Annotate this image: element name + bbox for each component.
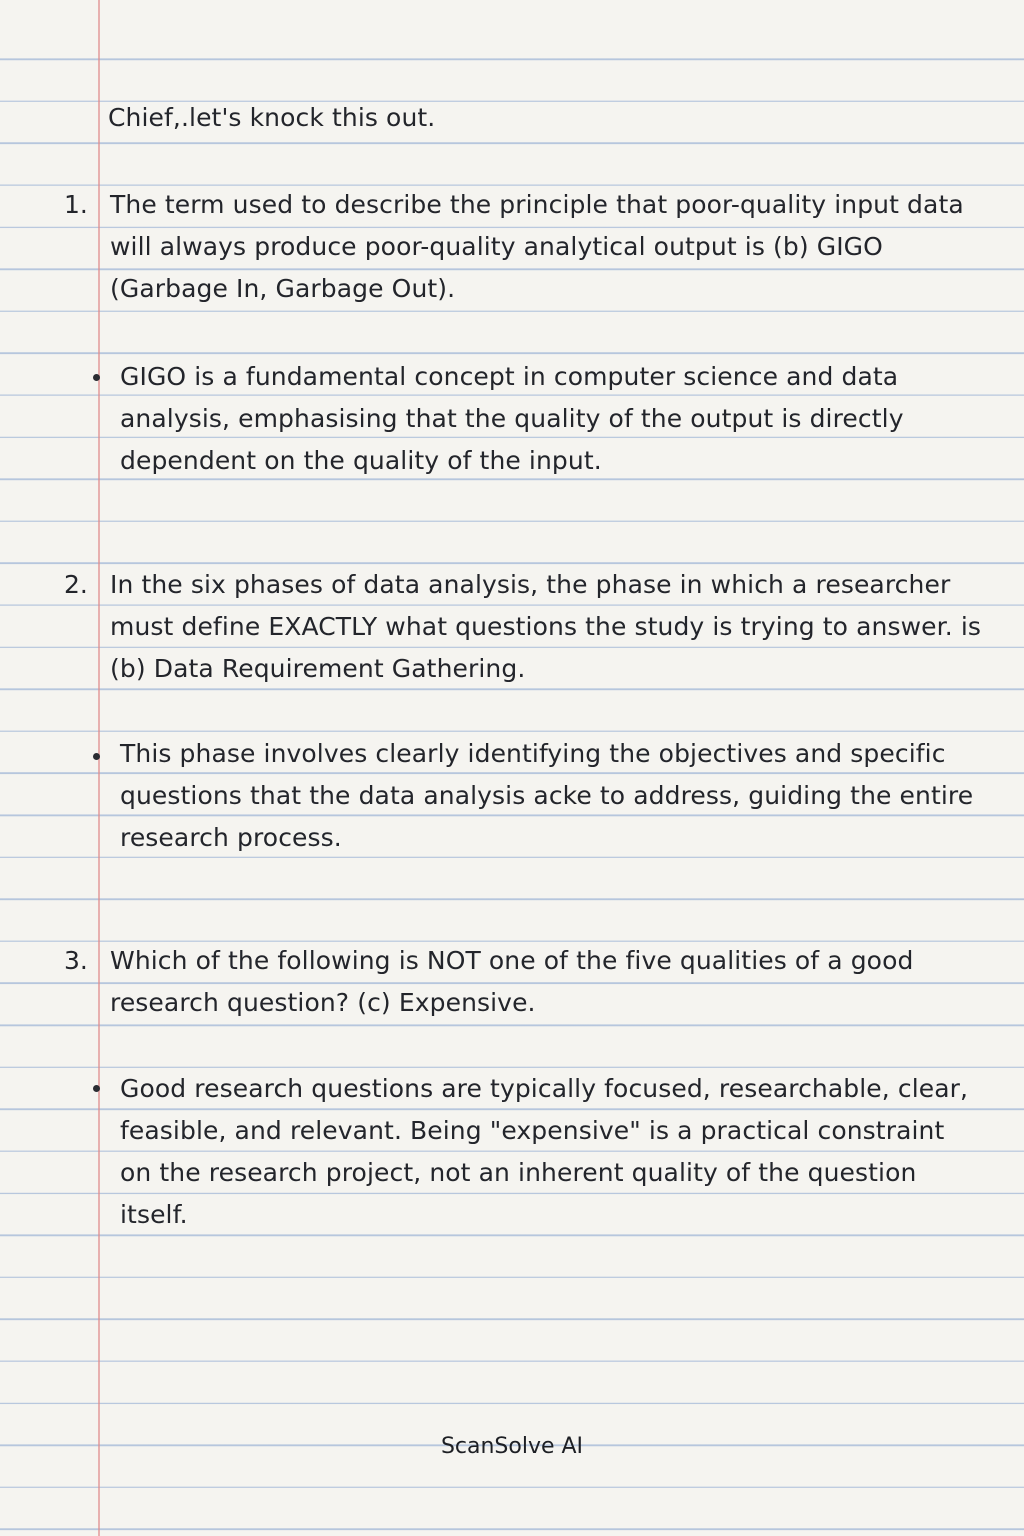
item-1-explanation: GIGO is a fundamental concept in computer science and data analysis, emphasising that the quality of the output is directly dependent on the quality of the input. [120,362,904,475]
item-2-question: In the six phases of data analysis, the phase in which a researcher must define EXACTLY what questions the study is trying to answer. is (b) Data Requirement Gathering. [110,570,981,683]
greeting: Chief,.let's knock this out. [108,103,436,132]
item-3-question: Which of the following is NOT one of the five qualities of a good research question? (c) Expensive. [110,946,914,1017]
item-2-bullet [93,753,100,760]
item-3-bullet [93,1085,100,1092]
item-2-explanation: This phase involves clearly identifying the objectives and specific questions that the data analysis acke to address, guiding the entire research process. [120,739,974,852]
item-1-question: The term used to describe the principle that poor-quality input data will always produce poor-quality analytical output is (b) GIGO (Garbage In, Garbage Out). [110,190,964,303]
margin-line [98,0,100,1536]
footer-brand: ScanSolve AI [440,1434,584,1459]
item-2-number: 2. [64,570,88,599]
item-1-number: 1. [64,190,88,219]
item-1-bullet [93,374,100,381]
item-3-number: 3. [64,946,88,975]
item-3-explanation: Good research questions are typically focused, researchable, clear, feasible, and relevant. Being "expensive" is a practical constraint on the research project, not an inherent quality of the question itself. [120,1074,969,1229]
